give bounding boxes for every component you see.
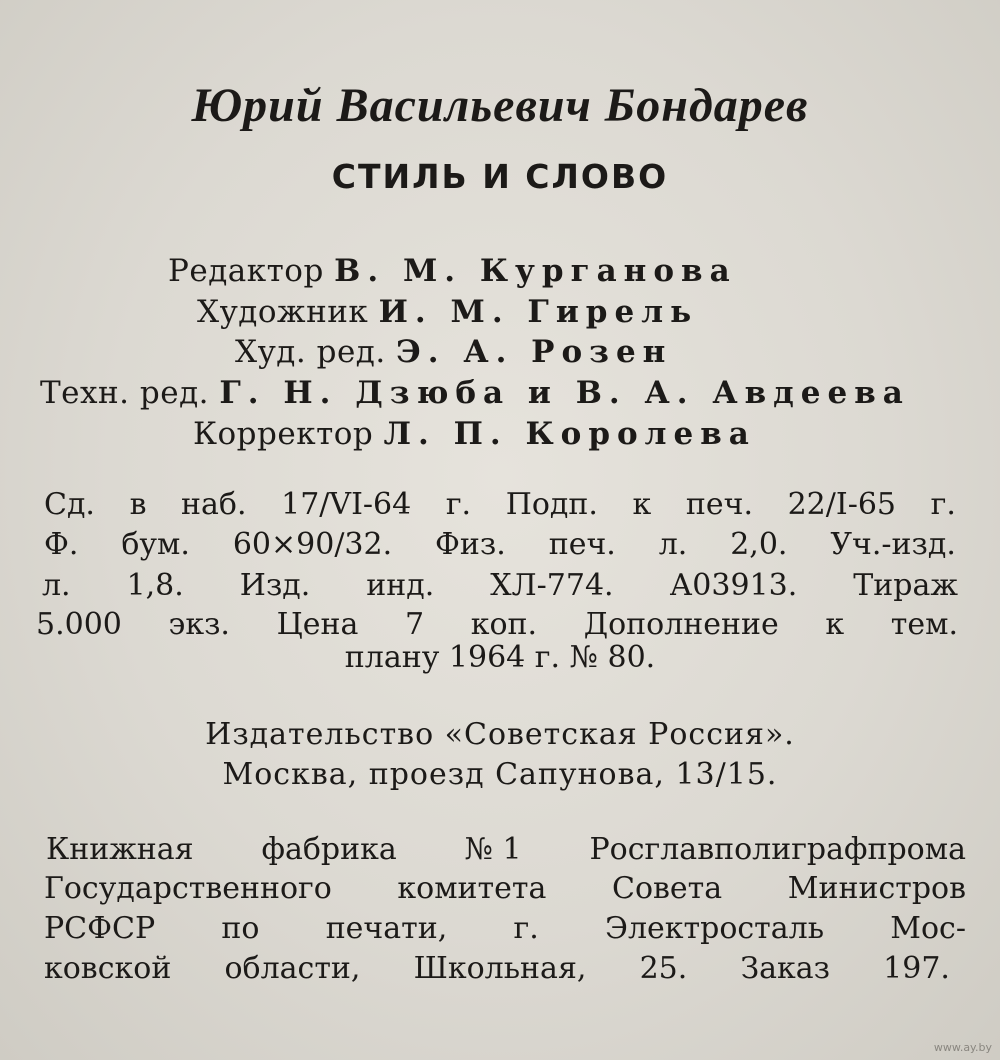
imprint-word: Сд. — [44, 487, 95, 522]
printer-word: Совета — [611, 871, 723, 906]
imprint-word: 2,0. — [730, 527, 788, 562]
imprint-line-3 — [42, 568, 958, 607]
credit-name: Э. А. Розен — [396, 334, 673, 370]
credit-proofreader — [193, 416, 756, 452]
credit-name: Л. П. Королева — [383, 416, 756, 452]
imprint-word: к — [825, 607, 845, 642]
imprint-word: 5.000 — [36, 607, 122, 642]
imprint-word: Подп. — [505, 487, 598, 522]
author-name: Юрий Васильевич Бондарев — [191, 79, 809, 132]
publisher-name: Издательство «Советская Россия». — [205, 717, 795, 752]
imprint-word: Физ. — [435, 527, 506, 562]
printer-word: Министров — [787, 871, 966, 906]
book-title: СТИЛЬ И СЛОВО — [331, 157, 669, 196]
imprint-word: 22/I-65 — [787, 487, 897, 522]
credit-artist — [197, 294, 699, 330]
imprint-word: 7 — [405, 607, 425, 642]
imprint-word: г. — [930, 487, 956, 522]
imprint-word: Ф. — [44, 527, 79, 562]
imprint-word: г. — [445, 487, 472, 522]
imprint-word: Уч.-изд. — [830, 527, 956, 562]
site-watermark: www.ay.by — [933, 1041, 992, 1054]
imprint-word: 17/VI-64 — [281, 487, 412, 522]
printer-word: по — [221, 911, 260, 946]
printer-word: Книжная — [46, 832, 194, 867]
imprint-word: ХЛ-774. — [490, 568, 614, 603]
imprint-word: А03913. — [669, 568, 798, 603]
printer-word: Мос- — [890, 911, 966, 946]
imprint-word: в — [129, 487, 147, 522]
printer-word: 25. — [639, 951, 688, 986]
imprint-word: Тираж — [853, 568, 958, 603]
printer-word: № 1 — [464, 832, 522, 867]
imprint-word: экз. — [168, 607, 230, 642]
imprint-line-5: плану 1964 г. № 80. — [344, 640, 656, 675]
credit-art-editor — [235, 334, 673, 370]
imprint-word: Дополнение — [583, 607, 779, 642]
credit-tech-editor — [40, 375, 910, 411]
credit-role: Худ. ред. — [235, 334, 386, 370]
printer-line-2 — [44, 871, 966, 910]
credit-name: Г. Н. Дзюба и В. А. Авдеева — [219, 375, 910, 411]
printer-word: печати, — [325, 911, 448, 946]
imprint-word: коп. — [470, 607, 538, 642]
credit-role: Техн. ред. — [40, 375, 210, 411]
printer-word: Государственного — [44, 871, 332, 906]
printer-word: комитета — [397, 871, 547, 906]
printer-word: фабрика — [261, 832, 397, 867]
printer-word: области, — [224, 951, 361, 986]
printer-line-3 — [44, 911, 966, 950]
printer-word: Школьная, — [413, 951, 587, 986]
imprint-word: 1,8. — [126, 568, 184, 603]
imprint-word: л. — [658, 527, 688, 562]
imprint-word: Цена — [276, 607, 359, 642]
publisher-address: Москва, проезд Сапунова, 13/15. — [222, 757, 778, 792]
credit-name: В. М. Курганова — [334, 253, 737, 289]
credit-role: Корректор — [193, 416, 374, 452]
printer-word: 197. — [883, 951, 950, 986]
imprint-line-2 — [44, 527, 956, 566]
credit-editor — [168, 253, 737, 289]
printer-word: РСФСР — [44, 911, 156, 946]
imprint-word: наб. — [181, 487, 247, 522]
credit-role: Художник — [197, 294, 369, 330]
imprint-word: бум. — [121, 527, 190, 562]
imprint-word: печ. — [548, 527, 616, 562]
printer-word: Росглавполиграфпрома — [589, 832, 966, 867]
imprint-word: Изд. — [239, 568, 311, 603]
imprint-word: л. — [42, 568, 71, 603]
credit-name: И. М. Гирель — [378, 294, 699, 330]
imprint-word: 60×90/32. — [232, 527, 393, 562]
credit-role: Редактор — [168, 253, 324, 289]
imprint-word: инд. — [366, 568, 435, 603]
imprint-word: печ. — [685, 487, 753, 522]
imprint-line-1 — [44, 487, 956, 526]
printer-word: г. — [513, 911, 539, 946]
imprint-word: тем. — [890, 607, 958, 642]
printer-line-1 — [46, 832, 966, 871]
imprint-word: к — [632, 487, 652, 522]
printer-line-4 — [44, 951, 950, 990]
printer-word: ковской — [44, 951, 172, 986]
printer-word: Электросталь — [605, 911, 825, 946]
printer-word: Заказ — [740, 951, 831, 986]
